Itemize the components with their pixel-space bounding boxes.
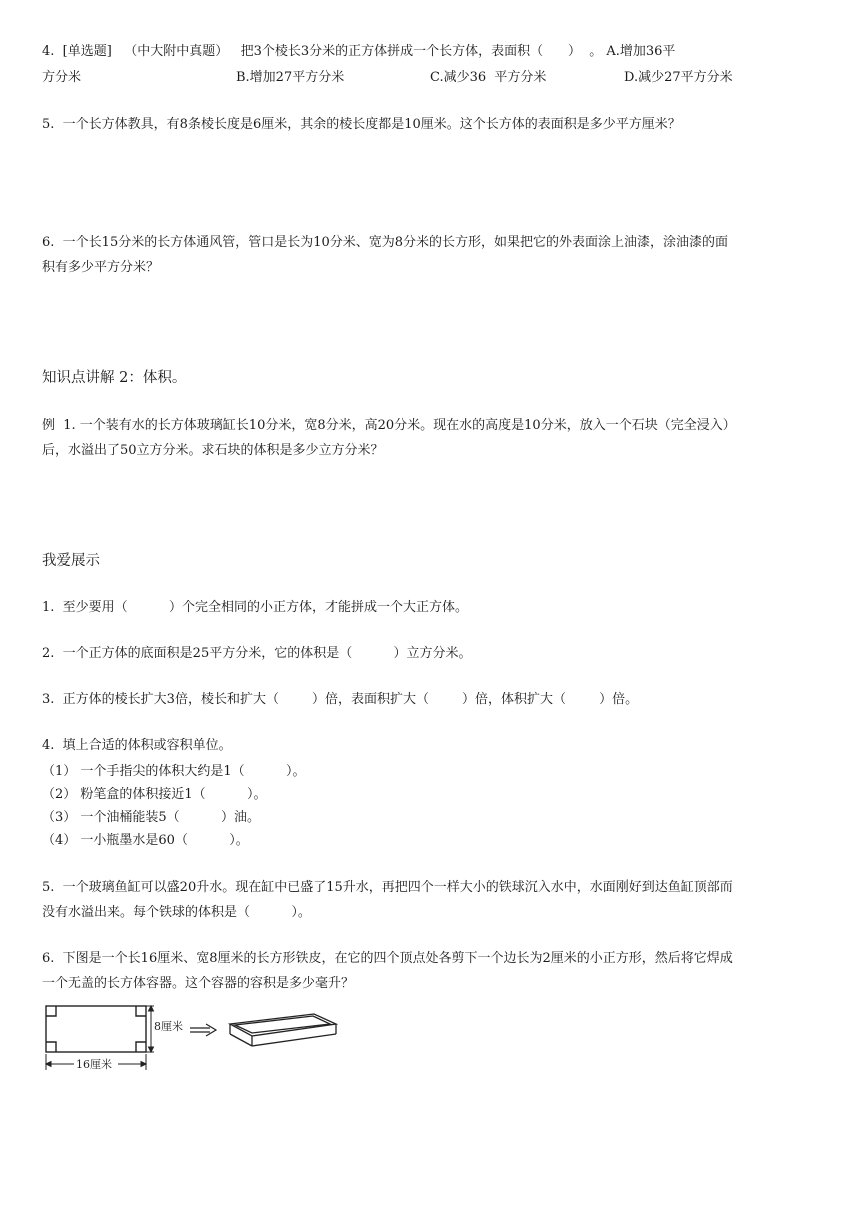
sheet-to-box-figure: [40, 998, 360, 1078]
show-q4-item: （4） 一小瓶墨水是60（ ）。: [42, 833, 249, 848]
show-q5-line2: 没有水溢出来。每个铁球的体积是（ ）。: [42, 905, 311, 920]
q4-option-b: B.增加27平方分米: [236, 70, 345, 85]
q4-option-c: C.减少36 平方分米: [430, 70, 547, 85]
show-q4-item: （3） 一个油桶能装5（ ）油。: [42, 810, 260, 825]
open-box-diagram: [230, 1014, 336, 1046]
section-heading-volume: 知识点讲解 2：体积。: [42, 370, 187, 386]
show-q2: 2. 一个正方体的底面积是25平方分米，它的体积是（ ）立方分米。: [42, 646, 472, 661]
show-heading: 我爱展示: [42, 553, 100, 569]
q4-line1: 4. [单选题] （中大附中真题） 把3个棱长3分米的正方体拼成一个长方体，表面积（ ） 。 A.增加36平: [42, 44, 676, 59]
q4-option-d: D.减少27平方分米: [624, 70, 733, 85]
show-q6-line2: 一个无盖的长方体容器。这个容器的容积是多少毫升？: [42, 976, 355, 991]
transform-arrow-icon: [190, 1024, 216, 1036]
show-q3: 3. 正方体的棱长扩大3倍，棱长和扩大（ ）倍，表面积扩大（ ）倍，体积扩大（ ）倍。: [42, 692, 639, 707]
show-q4-item: （2） 粉笔盒的体积接近1（ ）。: [42, 787, 267, 802]
flat-sheet-diagram: [46, 1006, 146, 1052]
q6-line1: 6. 一个长15分米的长方体通风管，管口是长为10分米、宽为8分米的长方形，如果把它的外表面涂上油漆，涂油漆的面: [42, 235, 729, 250]
show-q6-line1: 6. 下图是一个长16厘米、宽8厘米的长方形铁皮，在它的四个顶点处各剪下一个边长为2厘米的小正方形，然后将它焊成: [42, 951, 733, 966]
show-q4-item: （1） 一个手指尖的体积大约是1（ ）。: [42, 764, 306, 779]
example1-line2: 后，水溢出了50立方分米。求石块的体积是多少立方分米？: [42, 443, 384, 458]
height-label: 8厘米: [154, 1020, 183, 1033]
show-q4-title: 4. 填上合适的体积或容积单位。: [42, 738, 232, 753]
q4-line2-prefix: 方分米: [42, 70, 82, 85]
q6-line2: 积有多少平方分米？: [42, 260, 160, 275]
height-dimension: [146, 1006, 154, 1052]
width-label: 16厘米: [76, 1058, 112, 1071]
show-q5-line1: 5. 一个玻璃鱼缸可以盛20升水。现在缸中已盛了15升水，再把四个一样大小的铁球沉入水中，水面刚好到达鱼缸顶部而: [42, 880, 733, 895]
example1-line1: 例 1. 一个装有水的长方体玻璃缸长10分米，宽8分米，高20分米。现在水的高度是10分米，放入一个石块（完全浸入）: [42, 418, 736, 433]
q5-text: 5. 一个长方体教具，有8条棱长度是6厘米，其余的棱长度都是10厘米。这个长方体的表面积是多少平方厘米？: [42, 117, 681, 132]
show-q1: 1. 至少要用（ ）个完全相同的小正方体，才能拼成一个大正方体。: [42, 600, 468, 615]
